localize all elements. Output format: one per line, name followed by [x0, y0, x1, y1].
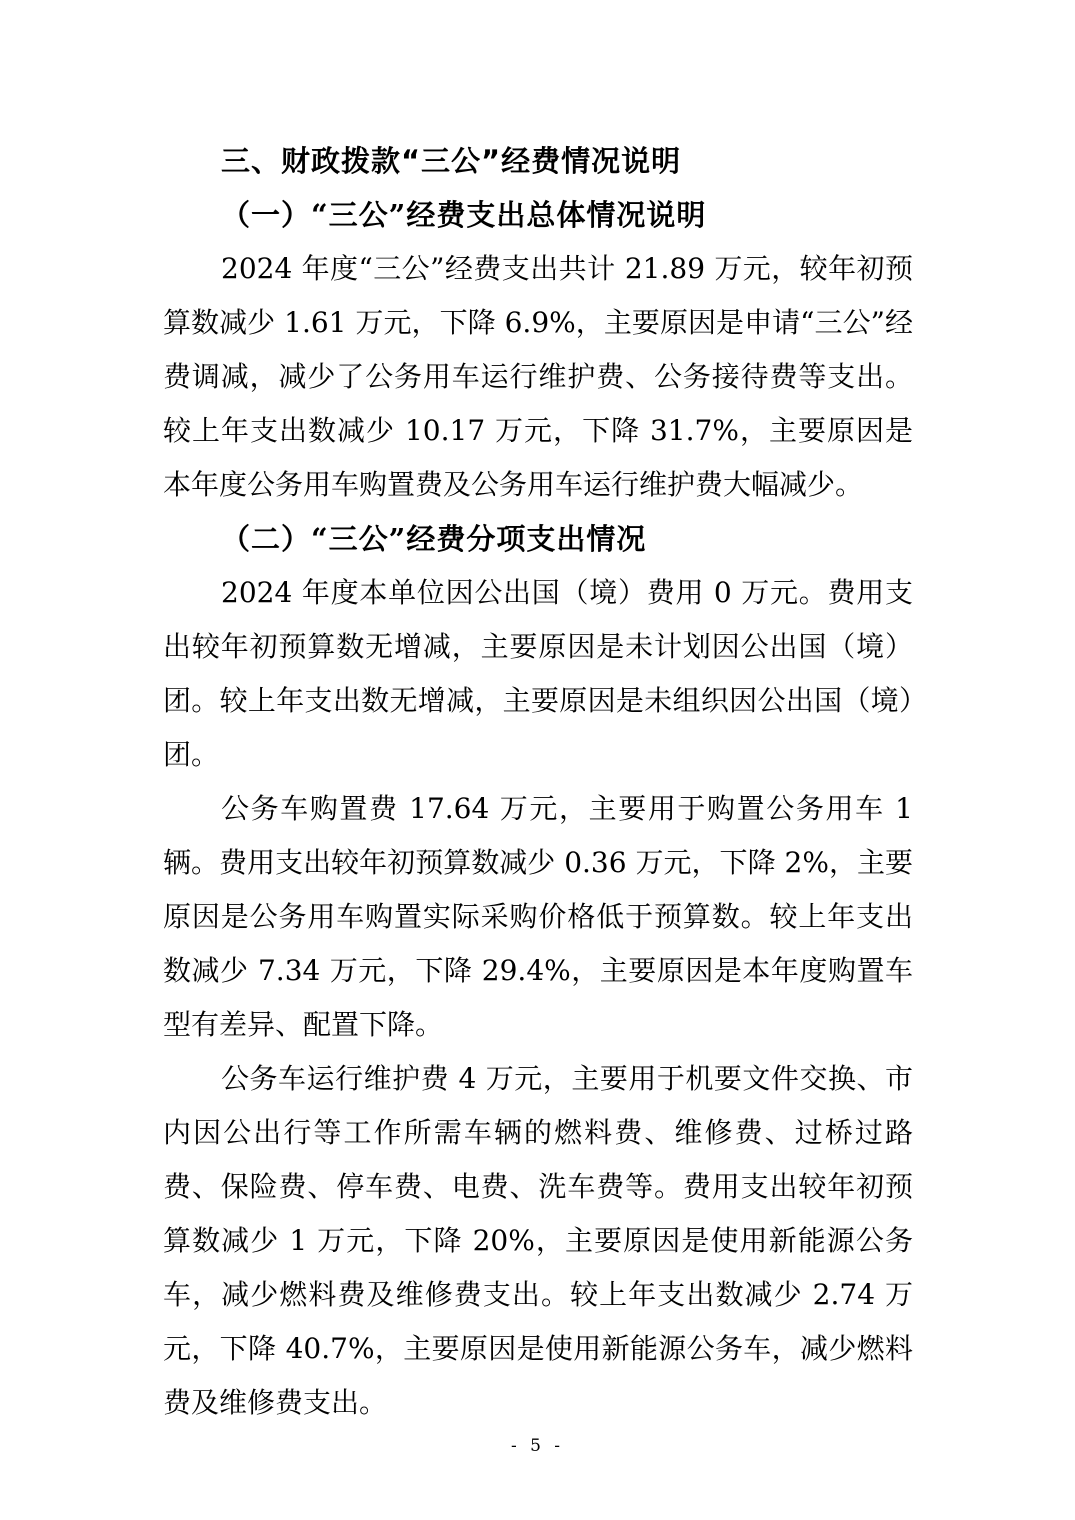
paragraph-vehicle-purchase: 公务车购置费 17.64 万元，主要用于购置公务用车 1 辆。费用支出较年初预算数减少 0.36 万元，下降 2%，主要原因是公务用车购置实际采购价格低于预算数。较上年支出数减少 7.34 万元，下降 29.4%，主要原因是本年度购置车型有差异、配置下降。	[163, 792, 913, 1041]
sub-heading-itemized: （二）“三公”经费分项支出情况	[221, 522, 647, 556]
paragraph-overseas-travel: 2024 年度本单位因公出国（境）费用 0 万元。费用支出较年初预算数无增减，主要原因是未计划因公出国（境）团。较上年支出数无增减，主要原因是未组织因公出国（境）团。	[163, 576, 913, 771]
paragraph-vehicle-maintenance: 公务车运行维护费 4 万元，主要用于机要文件交换、市内因公出行等工作所需车辆的燃料费、维修费、过桥过路费、保险费、停车费、电费、洗车费等。费用支出较年初预算数减少 1 万元，下降 20%，主要原因是使用新能源公务车，减少燃料费及维修费支出。较上年支出数减少 2.74 万元，下降 40.7%，主要原因是使用新能源公务车，减少燃料费及维修费支出。	[163, 1062, 913, 1419]
sub-heading-overall: （一）“三公”经费支出总体情况说明	[221, 198, 707, 232]
paragraph-overall: 2024 年度“三公”经费支出共计 21.89 万元，较年初预算数减少 1.61 万元，下降 6.9%，主要原因是申请“三公”经费调减，减少了公务用车运行维护费、公务接待费等支出。较上年支出数减少 10.17 万元，下降 31.7%，主要原因是本年度公务用车购置费及公务用车运行维护费大幅减少。	[163, 252, 913, 501]
document-body	[163, 134, 913, 1430]
page-number: - 5 -	[510, 1436, 565, 1456]
section-heading: 三、财政拨款“三公”经费情况说明	[221, 144, 682, 178]
